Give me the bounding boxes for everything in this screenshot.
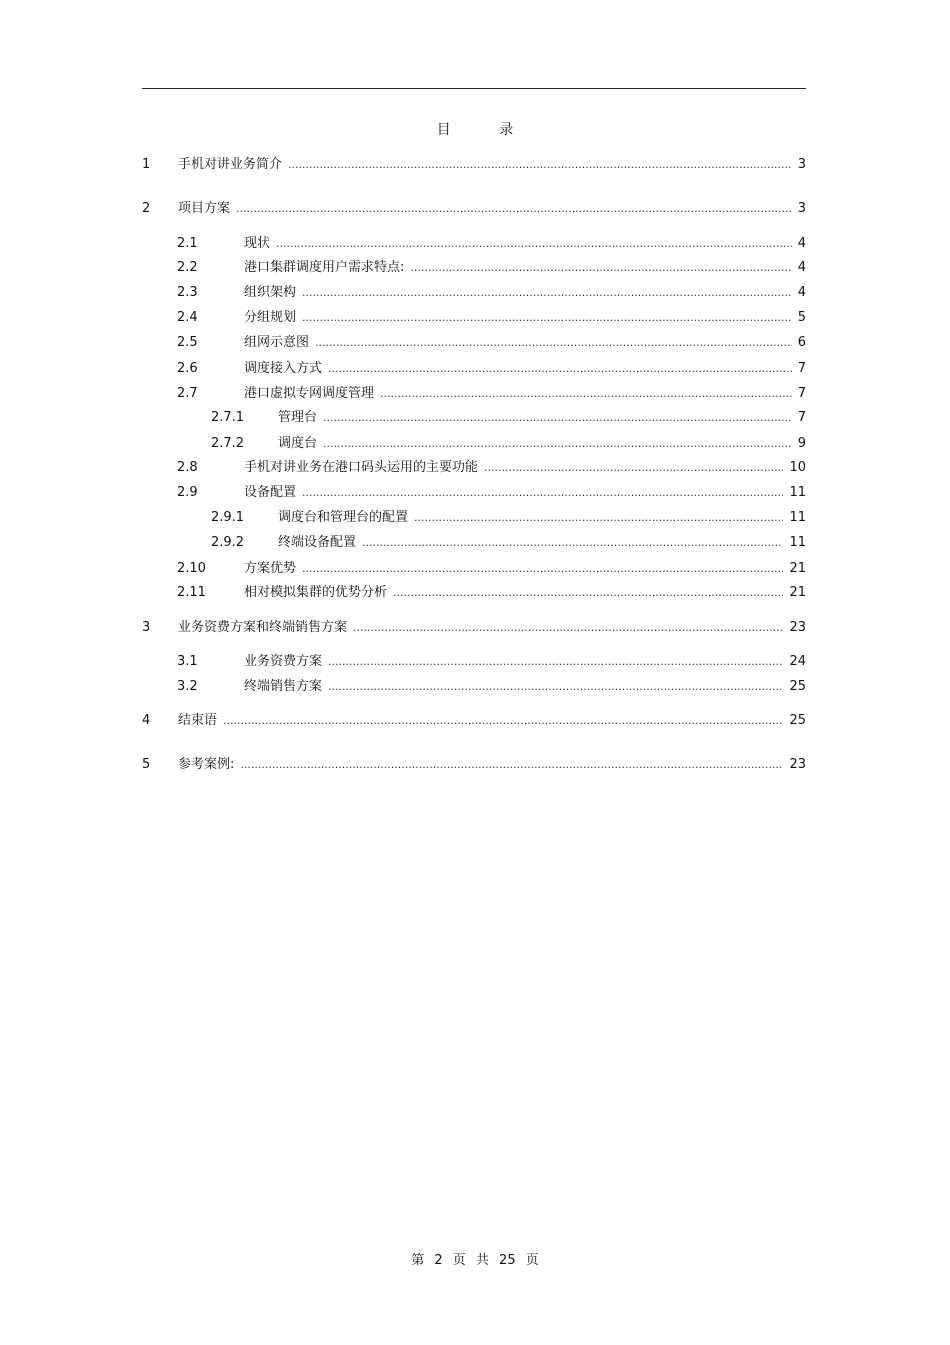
toc-entry-page-number: 5	[797, 310, 806, 325]
toc-dot-leader	[302, 308, 792, 328]
toc-entry-page-number: 25	[789, 713, 806, 728]
header-rule	[142, 88, 806, 89]
toc-entry-page-number: 23	[789, 620, 806, 635]
toc-entry-number: 3.1	[177, 654, 198, 669]
toc-entry-number: 2.3	[177, 285, 198, 300]
toc-entry-page-number: 7	[797, 410, 806, 425]
toc-entry-number: 2.7.2	[211, 436, 245, 451]
toc-dot-leader	[302, 559, 783, 579]
toc-entry-page-number: 24	[789, 654, 806, 669]
toc-dot-leader	[328, 359, 792, 379]
toc-entry-page-number: 11	[789, 535, 806, 550]
toc-entry-label: 项目方案	[178, 201, 231, 216]
toc-entry[interactable]	[142, 618, 806, 638]
toc-entry-page-number: 10	[789, 460, 806, 475]
toc-entry[interactable]	[142, 559, 806, 579]
toc-entry-number: 2	[142, 201, 151, 216]
toc-entry-page-number: 11	[789, 485, 806, 500]
toc-entry[interactable]	[142, 508, 806, 528]
toc-entry-number: 3.2	[177, 679, 198, 694]
toc-dot-leader	[410, 258, 791, 278]
toc-dot-leader	[393, 583, 783, 603]
toc-dot-leader	[288, 155, 792, 175]
toc-entry-page-number: 4	[797, 285, 806, 300]
toc-entry-number: 4	[142, 713, 151, 728]
toc-dot-leader	[236, 199, 792, 219]
toc-entry-number: 2.8	[177, 460, 198, 475]
toc-entry-label: 分组规划	[244, 310, 297, 325]
toc-entry-page-number: 21	[789, 561, 806, 576]
toc-dot-leader	[414, 508, 783, 528]
toc-title: 目 录	[436, 122, 536, 138]
toc-entry-number: 2.7	[177, 386, 198, 401]
toc-entry-label: 现状	[244, 236, 271, 251]
toc-entry[interactable]	[142, 359, 806, 379]
toc-entry-label: 组网示意图	[244, 335, 310, 350]
toc-dot-leader	[302, 283, 792, 303]
toc-entry-label: 调度台和管理台的配置	[278, 510, 409, 525]
toc-entry-label: 终端设备配置	[278, 535, 357, 550]
toc-entry-number: 2.2	[177, 260, 198, 275]
toc-dot-leader	[276, 234, 792, 254]
toc-entry-label: 调度台	[278, 436, 318, 451]
toc-entry-number: 3	[142, 620, 151, 635]
toc-entry-label: 结束语	[178, 713, 218, 728]
toc-dot-leader	[323, 434, 792, 454]
toc-dot-leader	[380, 384, 792, 404]
toc-entry-page-number: 4	[797, 260, 806, 275]
toc-entry[interactable]	[142, 434, 806, 454]
toc-entry[interactable]	[142, 333, 806, 353]
toc-entry-label: 相对模拟集群的优势分析	[244, 585, 388, 600]
toc-entry-page-number: 3	[797, 157, 806, 172]
toc-entry[interactable]	[142, 652, 806, 672]
toc-entry[interactable]	[142, 308, 806, 328]
toc-entry[interactable]	[142, 533, 806, 553]
toc-entry[interactable]	[142, 458, 806, 478]
toc-entry[interactable]	[142, 234, 806, 254]
toc-dot-leader	[328, 652, 783, 672]
toc-entry[interactable]	[142, 408, 806, 428]
toc-entry-label: 终端销售方案	[244, 679, 323, 694]
toc-entry-page-number: 6	[797, 335, 806, 350]
toc-entry-label: 参考案例:	[178, 757, 235, 772]
toc-entry-page-number: 21	[789, 585, 806, 600]
toc-entry-label: 港口虚拟专网调度管理	[244, 386, 375, 401]
toc-entry-label: 调度接入方式	[244, 361, 323, 376]
toc-entry-label: 方案优势	[244, 561, 297, 576]
toc-entry-number: 2.6	[177, 361, 198, 376]
toc-dot-leader	[315, 333, 792, 353]
toc-entry[interactable]	[142, 677, 806, 697]
toc-dot-leader	[353, 618, 783, 638]
toc-dot-leader	[323, 408, 792, 428]
toc-entry-page-number: 7	[797, 361, 806, 376]
toc-entry-number: 2.5	[177, 335, 198, 350]
toc-entry-number: 2.9.1	[211, 510, 245, 525]
toc-entry-number: 2.1	[177, 236, 198, 251]
toc-entry[interactable]	[142, 755, 806, 775]
toc-entry-label: 手机对讲业务在港口码头运用的主要功能	[244, 460, 479, 475]
toc-entry-label: 业务资费方案	[244, 654, 323, 669]
toc-entry-label: 设备配置	[244, 485, 297, 500]
toc-entry[interactable]	[142, 155, 806, 175]
toc-entry-label: 业务资费方案和终端销售方案	[178, 620, 348, 635]
toc-entry-page-number: 23	[789, 757, 806, 772]
toc-entry-page-number: 9	[797, 436, 806, 451]
toc-entry-page-number: 3	[797, 201, 806, 216]
toc-dot-leader	[302, 483, 783, 503]
toc-entry-number: 2.9.2	[211, 535, 245, 550]
toc-entry-page-number: 11	[789, 510, 806, 525]
toc-entry-label: 手机对讲业务简介	[178, 157, 283, 172]
toc-entry-number: 2.10	[177, 561, 206, 576]
toc-dot-leader	[328, 677, 783, 697]
toc-entry[interactable]	[142, 258, 806, 278]
toc-entry-number: 2.7.1	[211, 410, 245, 425]
toc-entry[interactable]	[142, 711, 806, 731]
toc-dot-leader	[223, 711, 783, 731]
toc-entry[interactable]	[142, 199, 806, 219]
toc-entry-number: 5	[142, 757, 151, 772]
toc-entry-label: 组织架构	[244, 285, 297, 300]
toc-dot-leader	[362, 533, 783, 553]
toc-entry-page-number: 4	[797, 236, 806, 251]
toc-entry[interactable]	[142, 483, 806, 503]
toc-entry-number: 2.4	[177, 310, 198, 325]
toc-entry-label: 管理台	[278, 410, 318, 425]
toc-entry-number: 2.9	[177, 485, 198, 500]
toc-dot-leader	[240, 755, 783, 775]
toc-entry-label: 港口集群调度用户需求特点:	[244, 260, 405, 275]
toc-entry[interactable]	[142, 283, 806, 303]
toc-entry[interactable]	[142, 384, 806, 404]
toc-dot-leader	[484, 458, 783, 478]
toc-entry-page-number: 25	[789, 679, 806, 694]
toc-entry-page-number: 7	[797, 386, 806, 401]
toc-entry-number: 2.11	[177, 585, 206, 600]
toc-entry-number: 1	[142, 157, 151, 172]
page-footer: 第 2 页 共 25 页	[411, 1253, 539, 1268]
toc-entry[interactable]	[142, 583, 806, 603]
